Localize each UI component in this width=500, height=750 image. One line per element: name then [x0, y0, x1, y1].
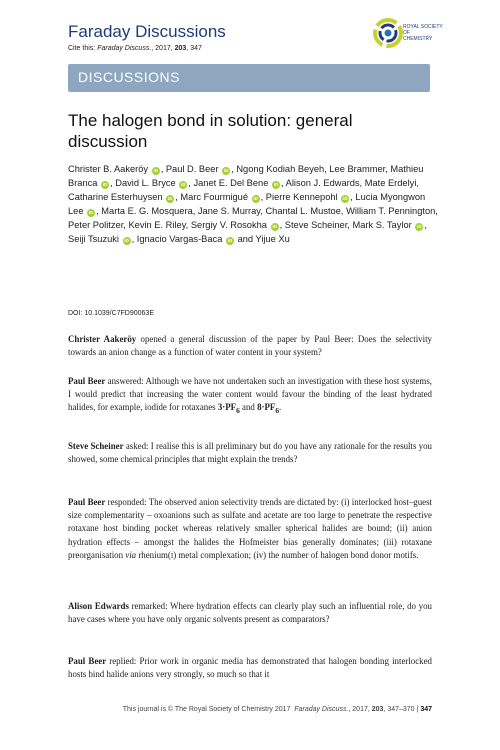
author-name[interactable]: Catharine Esterhuysen: [68, 192, 163, 202]
author-name[interactable]: Alison J. Edwards: [285, 178, 360, 188]
discussion-paragraph: [68, 496, 432, 563]
author-name[interactable]: Yijue Xu: [255, 234, 290, 244]
orcid-icon[interactable]: iD: [167, 196, 173, 201]
author-list: Christer B. Aakeröy iD , Paul D. Beer iD , Ngong Kodiah Beyeh, Lee Brammer, Mathieu Branca iD , David L. Bryce iD , Janet E. Del Bene iD , Alison J. Edwards, Mate Erdelyi, Catharine Esterhuysen iD , Marc Fourmigué iD , Pierre Kennepohl iD , Lucia Myongwon Lee iD , Marta E. G. Mosquera, Jane S. Murray, Chantal L. Mustoe, William T. Pennington, Peter Politzer, Kevin E. Riley, Sergiy V. Rosokha iD , Steve Scheiner, Mark S. Taylor iD , Seiji Tsuzuki iD , Ignacio Vargas-Baca iD and Yijue Xu: [68, 164, 438, 244]
orcid-icon[interactable]: iD: [223, 168, 229, 173]
speaker-name: Christer Aakeröy: [68, 334, 137, 344]
author-name[interactable]: Lucia Myongwon Lee: [68, 192, 426, 216]
cite-journal: Faraday Discuss.: [97, 45, 152, 52]
compound-label: 3·PF: [217, 402, 237, 413]
orcid-icon[interactable]: iD: [227, 238, 233, 243]
speaker-name: Alison Edwards: [68, 601, 129, 611]
compound-label: 8·PF: [257, 402, 276, 413]
author-name[interactable]: David L. Bryce: [115, 178, 176, 188]
speaker-name: Paul Beer: [68, 656, 107, 666]
discussion-paragraph: [68, 655, 432, 681]
speaker-name: Paul Beer: [68, 497, 106, 507]
footer-copyright: This journal is © The Royal Society of Chemistry 2017: [122, 706, 291, 713]
discussion-paragraph: [68, 375, 432, 417]
orcid-icon[interactable]: iD: [272, 224, 277, 229]
paragraph-text: remarked: Where hydration effects can clearly play such an influential role, do you have cases where you have only organic solvents present as comparators?: [68, 601, 432, 625]
cite-pages: , 347: [186, 45, 202, 52]
orcid-icon[interactable]: iD: [124, 238, 129, 243]
paragraph-text: responded: The observed anion selectivity trends are dictated by: (i) interlocked host–guest size complementarity – oxoanions such as sulfate and acetate are too large to penetrate the respective rotaxane host binding pocket whereas relatively smaller spherical halides are bound; (ii) anion hydration effects – amongst the halides the Hofmeister bias generally dominates; (iii) rotaxane preorganisation: [68, 497, 432, 560]
discussion-paragraph: [68, 333, 432, 359]
orcid-icon[interactable]: iD: [253, 196, 258, 201]
footer-year: , 2017,: [348, 706, 372, 713]
discussion-paragraph: [68, 440, 432, 466]
orcid-icon[interactable]: iD: [102, 182, 108, 187]
orcid-icon[interactable]: iD: [342, 196, 348, 201]
author-name[interactable]: Marta E. G. Mosquera: [101, 206, 193, 216]
speaker-name: Paul Beer: [68, 376, 106, 386]
citation-line: [68, 45, 202, 52]
doi[interactable]: DOI: 10.1039/C7FD90063E: [68, 310, 154, 317]
paragraph-text: .: [279, 402, 282, 413]
author-name[interactable]: Janet E. Del Bene: [193, 178, 269, 188]
speaker-name: Steve Scheiner: [68, 441, 124, 451]
orcid-icon[interactable]: iD: [88, 210, 94, 215]
cite-volume: 203: [174, 45, 187, 52]
roman-numeral: I: [170, 551, 174, 560]
paragraph-text: replied: Prior work in organic media has demonstrated that halogen bonding interlocked hosts bind halide anions very strongly, so much so that it: [68, 656, 432, 680]
author-name[interactable]: Lee Brammer: [329, 164, 386, 174]
author-name[interactable]: Ngong Kodiah Beyeh: [236, 164, 325, 174]
italic-via: via: [125, 549, 137, 560]
orcid-icon[interactable]: iD: [273, 182, 279, 187]
footer-pages: , 347–370: [383, 706, 415, 713]
paragraph-text: ) metal complexation; (iv) the number of halogen bond donor motifs.: [173, 549, 419, 560]
authors-and: and: [237, 234, 254, 244]
cite-label: Cite this:: [68, 45, 98, 52]
cite-year: , 2017,: [151, 45, 175, 52]
paragraph-text: answered: Although we have not undertaken such an investigation with these host systems, I would predict that increasing the water content would favour the binding of the least hydrated halides, for example, iodide for rotaxanes: [68, 376, 433, 413]
footer-volume: 203: [371, 706, 384, 713]
rsc-logo: [372, 10, 443, 56]
author-name[interactable]: Mathieu Branca: [68, 164, 424, 188]
compound-subscript: 6: [275, 406, 280, 416]
footer-separator: |: [414, 706, 421, 713]
author-name[interactable]: Christer B. Aakeröy: [68, 164, 149, 174]
article-title: The halogen bond in solution: general discussion: [68, 111, 353, 151]
orcid-icon[interactable]: iD: [153, 168, 158, 173]
paragraph-text: asked: I realise this is all preliminary but do you have any rationale for the results you showed, some chemical principles that might explain the trends?: [68, 441, 432, 465]
page-number: 347: [420, 706, 432, 713]
discussion-paragraph: [68, 600, 432, 626]
author-name[interactable]: Jane S. Murray: [197, 206, 261, 216]
section-banner: [68, 64, 430, 92]
paragraph-text: rhenium(: [136, 549, 171, 560]
author-name[interactable]: Kevin E. Riley: [128, 220, 186, 230]
paragraph-text: and: [239, 402, 258, 413]
author-name[interactable]: Seiji Tsuzuki: [68, 234, 119, 244]
author-name[interactable]: William T. Pennington: [346, 206, 436, 216]
section-banner-label: DISCUSSIONS: [78, 69, 180, 85]
paragraph-text: opened a general discussion of the paper by Paul Beer: Does the selectivity towards an anion change as a function of water content in your system?: [68, 334, 432, 358]
author-name[interactable]: Chantal L. Mustoe: [265, 206, 341, 216]
author-name[interactable]: Paul D. Beer: [165, 164, 219, 174]
logo-text: ROYAL SOCIETY OF CHEMISTRY: [403, 24, 443, 42]
author-name[interactable]: Marc Fourmigué: [180, 192, 249, 202]
footer-journal: Faraday Discuss.: [294, 706, 349, 713]
orcid-icon[interactable]: iD: [181, 182, 186, 187]
author-name[interactable]: Mate Erdelyi: [364, 178, 417, 188]
page-footer: [68, 706, 432, 713]
author-name[interactable]: Pierre Kennepohl: [265, 192, 338, 202]
author-name[interactable]: Mark S. Taylor: [352, 220, 412, 230]
orcid-icon[interactable]: iD: [417, 224, 422, 229]
author-name[interactable]: Steve Scheiner: [284, 220, 348, 230]
author-name[interactable]: Peter Politzer: [68, 220, 124, 230]
journal-name: Faraday Discussions: [68, 22, 226, 41]
author-name[interactable]: Ignacio Vargas-Baca: [136, 234, 223, 244]
compound-subscript: 6: [236, 406, 240, 416]
author-name[interactable]: Sergiy V. Rosokha: [190, 220, 267, 230]
